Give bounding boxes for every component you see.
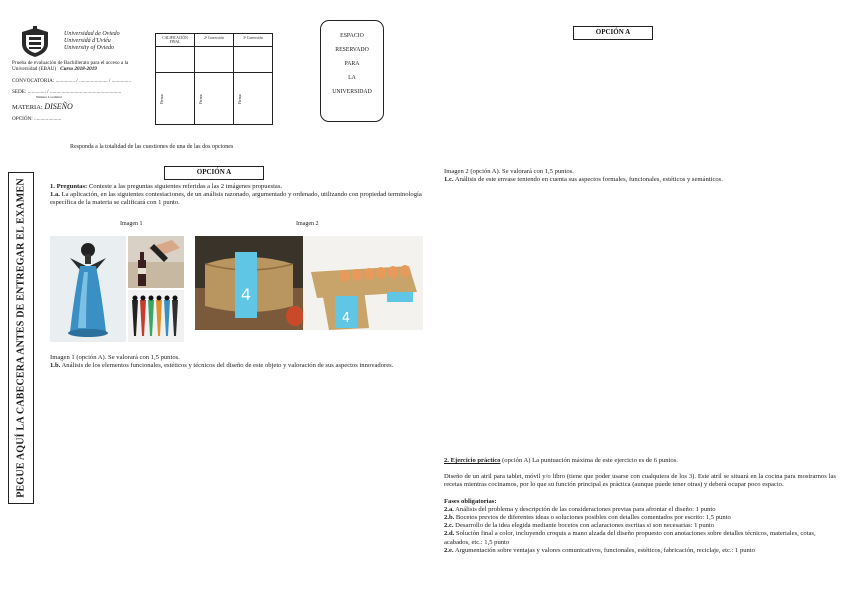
imagen1-photo: [50, 236, 184, 342]
firma-label-3: Firma: [237, 94, 242, 104]
q1b-line: [50, 362, 410, 370]
q1b-bold: 1.b.: [50, 362, 61, 370]
grades-header-final: CALIFICACIÓN FINAL: [162, 36, 188, 44]
fase-num: 2.a.: [444, 505, 454, 513]
q1c-bold: 1.c.: [444, 176, 454, 184]
prueba-title: [12, 60, 142, 73]
side-label-box: [8, 172, 34, 504]
responda-instruction: Responda a la totalidad de las cuestiones de una de las dos opciones: [70, 144, 234, 150]
right-opcion-title: OPCIÓN A: [573, 26, 653, 40]
package-label-number: 4: [240, 285, 252, 304]
imagen1-label: Imagen 1: [120, 221, 143, 227]
q2-line: [444, 457, 836, 465]
grades-header-third: 3ª Corrección: [243, 36, 263, 40]
grades-header-second: 2ª Corrección: [204, 36, 224, 40]
left-opcion-title: OPCIÓN A: [164, 166, 264, 180]
espacio-line-5: UNIVERSIDAD: [332, 89, 372, 95]
question-1-block: [50, 183, 422, 208]
sede-sublabel: Número Localidad: [36, 95, 62, 99]
q1a-text: La aplicación, en las siguientes contestaciones, de un análisis razonado, argumentado y ordenado, utilizando con propiedad terminología específica de la materia se calificará con 1 punto.: [50, 191, 422, 207]
fase-text: Solución final a color, incluyendo croquis a mano alzada del diseño propuesto con anotaciones sobre detalles técnicos, materiales, cotas, acabados, etc.: 1,5 punto: [444, 530, 816, 546]
q1-bold: 1. Preguntas:: [50, 183, 88, 190]
university-name-en: University of Oviedo: [64, 45, 114, 51]
imagen2-label: Imagen 2: [296, 221, 319, 227]
materia-value: DISEÑO: [44, 102, 73, 111]
fase-num: 2.b.: [444, 514, 455, 522]
imagen1-caption: Imagen 1 (opción A). Se valorará con 1,5 puntos.: [50, 354, 180, 361]
q1-line: [50, 183, 422, 191]
imagen1-question-block: [50, 354, 410, 370]
q1c-line: [444, 176, 836, 184]
side-label-text: PEGUE AQUÍ LA CABECERA ANTES DE ENTREGAR EL EXAMEN: [15, 178, 27, 498]
espacio-line-4: LA: [348, 75, 356, 81]
university-name-es: Universidad de Oviedo: [64, 31, 120, 37]
q1c-text: Análisis de este envase teniendo en cuenta sus aspectos formales, funcionales, estéticos y semánticos.: [453, 176, 723, 184]
q1-text: Conteste a las preguntas siguientes referidas a las 2 imágenes propuestas.: [87, 183, 283, 190]
q2-text: (opción A) La puntuación máxima de este ejercicio es de 6 puntos.: [500, 457, 678, 464]
prueba-text: Prueba de evaluación de Bachillerato para el acceso a la Universidad (EBAU): [12, 60, 129, 73]
fase-item: [444, 514, 836, 522]
fase-item: [444, 530, 836, 546]
espacio-line-1: ESPACIO: [340, 33, 364, 39]
q1a-bold: 1.a.: [50, 191, 60, 199]
firma-label-2: Firma: [198, 94, 203, 104]
fase-num: 2.e.: [444, 546, 454, 554]
fase-text: Análisis del problema y descripción de las consideraciones previas para afrontar el diseño: 1 punto: [453, 505, 716, 513]
question-2-block: [444, 457, 836, 555]
fase-item: [444, 522, 836, 530]
grades-col-1: [156, 34, 195, 124]
sede-field[interactable]: SEDE: .............. / .......................................................: [12, 89, 122, 95]
fase-item: [444, 547, 836, 555]
imagen2-photo: [195, 236, 423, 330]
imagen2-caption: Imagen 2 (opción A). Se valorará con 1,5 puntos.: [444, 168, 574, 175]
fase-text: Bocetos previos de diferentes ideas o soluciones posibles con detalles comentados por escrito: 1,5 punto: [454, 514, 731, 522]
fase-num: 2.d.: [444, 530, 455, 538]
q1a-line: [50, 191, 422, 207]
university-crest-icon: [18, 26, 52, 58]
package-label-number-2: 4: [341, 311, 351, 326]
q2-description: Diseño de un atril para tablet, móvil y/o libro (tiene que poder usarse con cualquiera de los 3). Este atril se situará en la cocina para mostrarnos las recetas mientras cocinamos, por lo que su función principal es práctica (aunque puede tener otras) y deberá ocupar poco espacio.: [444, 473, 836, 489]
curso-text: Curso 2018-2019: [60, 66, 97, 73]
q2-bold: 2. Ejercicio práctico: [444, 457, 501, 464]
imagen2-question-block: [444, 168, 836, 184]
fase-item: [444, 506, 836, 514]
firma-label-1: Firma: [159, 94, 164, 104]
opcion-field[interactable]: OPCIÓN: .....................: [12, 116, 62, 122]
fase-text: Argumentación sobre ventajas y valores comunicativos, funcionales, estéticos, fabricación, reciclaje, etc.: 1 punto: [453, 546, 755, 554]
convocatoria-field[interactable]: CONVOCATORIA: ............... / ...................... / ...............: [12, 78, 132, 84]
espacio-line-3: PARA: [344, 61, 360, 67]
grades-table: [155, 33, 273, 125]
materia-line: [12, 102, 73, 111]
fases-title: Fases obligatorias:: [444, 497, 497, 505]
grades-col-2: [194, 34, 234, 124]
espacio-reservado-box: [320, 20, 384, 122]
university-name-ast: Universidá d'Uviéu: [64, 38, 111, 44]
university-names: [64, 31, 120, 52]
materia-label: MATERIA:: [12, 104, 43, 111]
fase-text: Desarrollo de la idea elegida mediante bocetos con aclaraciones escritas si son necesarias: 1 punto: [453, 522, 715, 530]
q1b-text: Análisis de los elementos funcionales, estéticos y técnicos del diseño de este objeto y valoración de sus aspectos innovadores.: [60, 362, 394, 370]
espacio-line-2: RESERVADO: [335, 47, 369, 53]
fase-num: 2.c.: [444, 522, 454, 530]
